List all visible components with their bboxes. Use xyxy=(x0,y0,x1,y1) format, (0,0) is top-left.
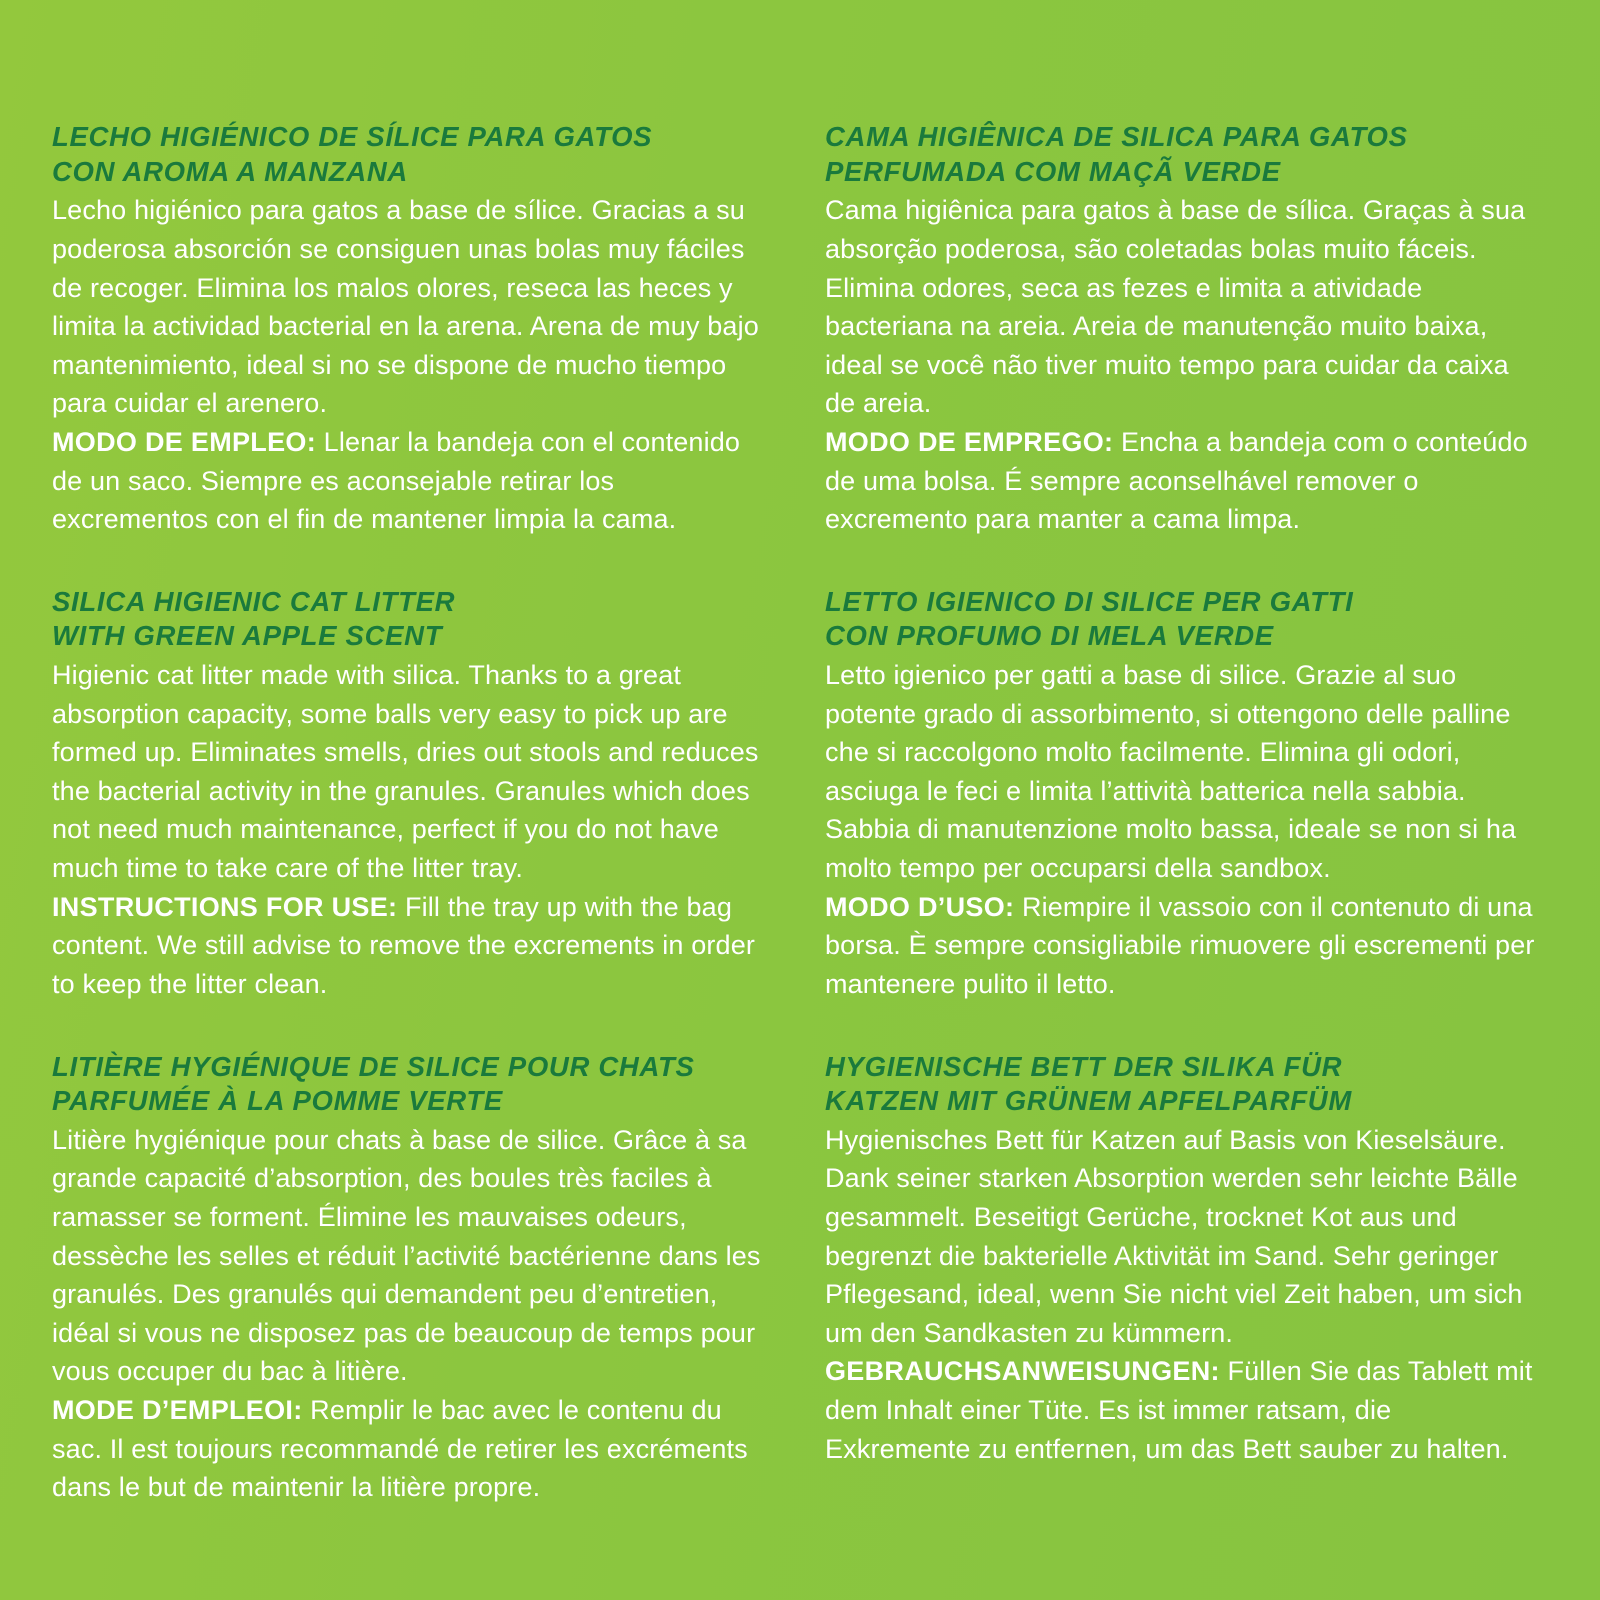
section-english xyxy=(52,585,767,1004)
section-body-french: Litière hygiénique pour chats à base de silice. Grâce à sa grande capacité d’absorption, des boules très faciles à ramasser se forment. Élimine les mauvaises odeurs, dessèche les selles et réduit l’activité bactérienne dans les granulés. Des granulés qui demandent peu d’entretien, idéal si vous ne disposez pas de beaucoup de temps pour vous occuper du bac à litière. xyxy=(52,1124,761,1387)
section-italian xyxy=(825,585,1540,1004)
section-body-english: Higienic cat litter made with silica. Thanks to a great absorption capacity, some balls very easy to pick up are formed up. Eliminates smells, dries out stools and reduces the bacterial activity in the granules. Granules which does not need much maintenance, perfect if you do not have much time to take care of the litter tray. xyxy=(52,660,759,884)
section-usage-english xyxy=(52,888,767,1004)
section-usage-portuguese xyxy=(825,423,1540,539)
section-body-spanish: Lecho higiénico para gatos a base de sílice. Gracias a su poderosa absorción se consiguen unas bolas muy fáciles de recoger. Elimina los malos olores, reseca las heces y limita la actividad bacterial en la arena. Arena de muy bajo mantenimiento, ideal si no se dispone de mucho tiempo para cuidar el arenero. xyxy=(52,195,759,419)
column-right xyxy=(825,120,1540,1560)
section-heading-german xyxy=(825,1050,1540,1119)
heading-line-1: LITIÈRE HYGIÉNIQUE DE SILICE POUR CHATS xyxy=(52,1050,695,1082)
column-left xyxy=(52,120,767,1560)
section-heading-portuguese xyxy=(825,120,1540,189)
usage-label-english: INSTRUCTIONS FOR USE: xyxy=(52,891,398,922)
heading-line-2: PARFUMÉE À LA POMME VERTE xyxy=(52,1085,503,1117)
heading-line-1: HYGIENISCHE BETT DER SILIKA FÜR xyxy=(825,1050,1343,1082)
usage-label-spanish: MODO DE EMPLEO: xyxy=(52,426,317,457)
section-german xyxy=(825,1050,1540,1469)
section-body-portuguese: Cama higiênica para gatos à base de sílica. Graças à sua absorção poderosa, são coletadas bolas muito fáceis. Elimina odores, seca as fezes e limita a atividade bacteriana na areia. Areia de manutenção muito baixa, ideal se você não tiver muito tempo para cuidar da caixa de areia. xyxy=(825,195,1526,419)
section-french xyxy=(52,1050,767,1507)
section-body-german: Hygienisches Bett für Katzen auf Basis von Kieselsäure. Dank seiner starken Absorption werden sehr leichte Bälle gesammelt. Beseitigt Gerüche, trocknet Kot aus und begrenzt die bakterielle Aktivität im Sand. Sehr geringer Pflegesand, ideal, wenn Sie nicht viel Zeit haben, um sich um den Sandkasten zu kümmern. xyxy=(825,1124,1523,1348)
text-columns xyxy=(52,120,1540,1560)
usage-label-portuguese: MODO DE EMPREGO: xyxy=(825,426,1114,457)
section-usage-spanish xyxy=(52,423,767,539)
section-spanish xyxy=(52,120,767,539)
usage-text-german: Füllen Sie das Tablett mit dem Inhalt einer Tüte. Es ist immer ratsam, die Exkremente zu entfernen, um das Bett sauber zu halten. xyxy=(825,1356,1533,1464)
heading-line-2: CON PROFUMO DI MELA VERDE xyxy=(825,620,1274,652)
section-usage-german xyxy=(825,1352,1540,1468)
section-usage-italian xyxy=(825,888,1540,1004)
usage-text-french: Remplir le bac avec le contenu du sac. Il est toujours recommandé de retirer les excréments dans le but de maintenir la litière propre. xyxy=(52,1395,748,1503)
heading-line-1: SILICA HIGIENIC CAT LITTER xyxy=(52,585,456,617)
usage-label-french: MODE D’EMPLEOI: xyxy=(52,1395,303,1426)
usage-text-english: Fill the tray up with the bag content. We still advise to remove the excrements in order to keep the litter clean. xyxy=(52,891,756,999)
usage-text-italian: Riempire il vassoio con il contenuto di una borsa. È sempre consigliabile rimuovere gli escrementi per mantenere pulito il letto. xyxy=(825,891,1535,999)
usage-text-portuguese: Encha a bandeja com o conteúdo de uma bolsa. É sempre aconselhável remover o excremento para manter a cama limpa. xyxy=(825,426,1528,535)
heading-line-1: CAMA HIGIÊNICA DE SILICA PARA GATOS xyxy=(825,121,1408,152)
section-usage-french xyxy=(52,1391,767,1507)
heading-line-1: LECHO HIGIÉNICO DE SÍLICE PARA GATOS xyxy=(52,121,653,152)
heading-line-1: LETTO IGIENICO DI SILICE PER GATTI xyxy=(825,585,1354,617)
section-portuguese xyxy=(825,120,1540,539)
heading-line-2: WITH GREEN APPLE SCENT xyxy=(52,620,443,652)
heading-line-2: CON AROMA A MANZANA xyxy=(52,155,408,187)
section-heading-italian xyxy=(825,585,1540,654)
heading-line-2: PERFUMADA COM MAÇÃ VERDE xyxy=(825,155,1281,187)
usage-label-italian: MODO D’USO: xyxy=(825,891,1015,922)
section-heading-english xyxy=(52,585,767,654)
section-body-italian: Letto igienico per gatti a base di silice. Grazie al suo potente grado di assorbimento, si ottengono delle palline che si raccolgono molto facilmente. Elimina gli odori, asciuga le feci e limita l’attività batterica nella sabbia. Sabbia di manutenzione molto bassa, ideale se non si ha molto tempo per occuparsi della sandbox. xyxy=(825,660,1517,884)
usage-label-german: GEBRAUCHSANWEISUNGEN: xyxy=(825,1356,1220,1387)
heading-line-2: KATZEN MIT GRÜNEM APFELPARFÜM xyxy=(825,1085,1352,1117)
usage-text-spanish: Llenar la bandeja con el contenido de un saco. Siempre es aconsejable retirar los excrementos con el fin de mantener limpia la cama. xyxy=(52,426,741,535)
section-heading-spanish xyxy=(52,120,767,189)
section-heading-french xyxy=(52,1050,767,1119)
